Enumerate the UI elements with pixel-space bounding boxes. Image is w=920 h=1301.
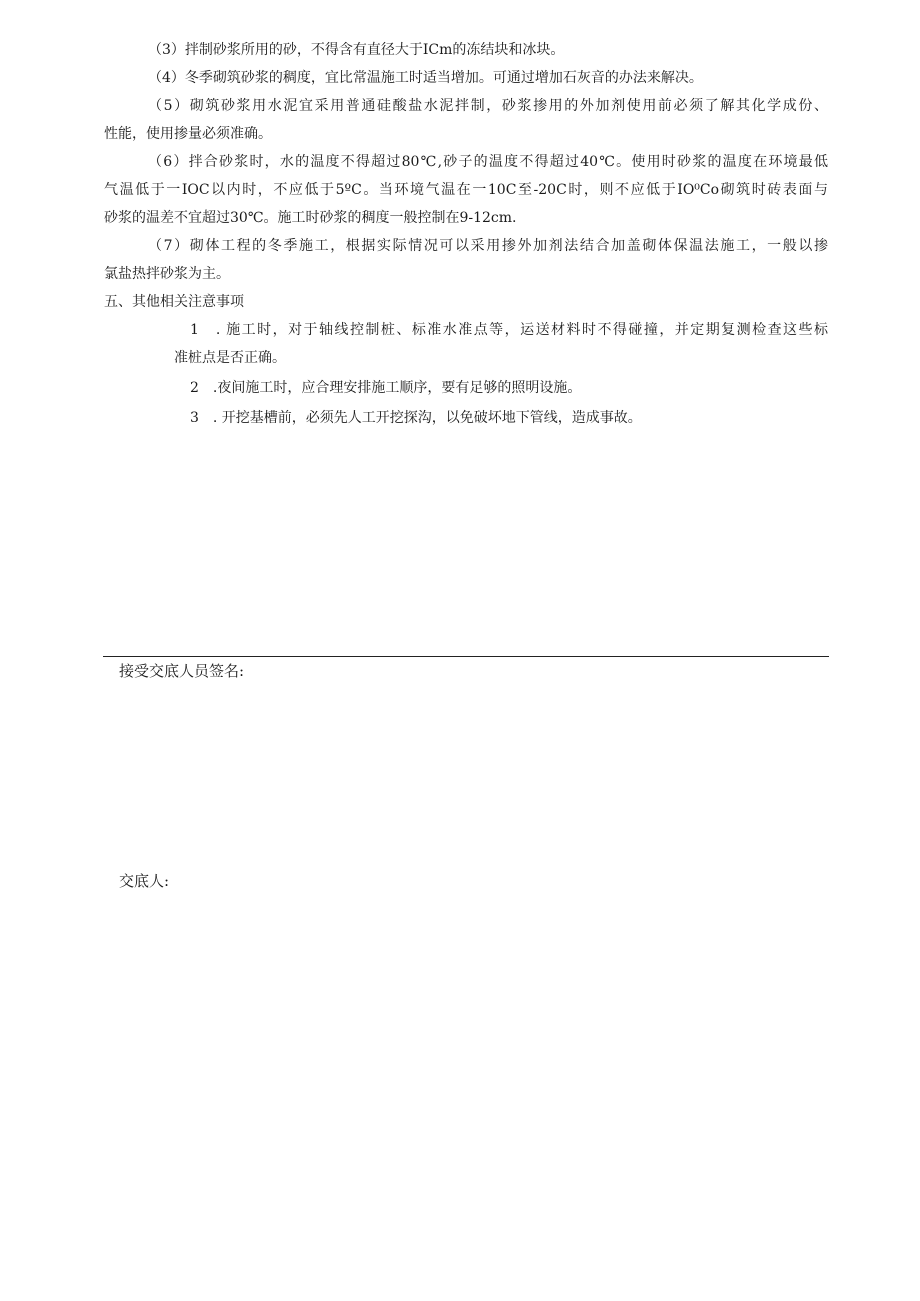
item-6-line-2: 气温低于一IOC以内时，不应低于5ºC。当环境气温在一10C至-20C时，则不应低于IO⁰Co砌筑时砖表面与	[104, 182, 828, 198]
item-7-line-1: （7）砌体工程的冬季施工，根据实际情况可以采用掺外加剂法结合加盖砌体保温法施工，一般以掺	[148, 238, 828, 254]
item-6-line-1: （6）拌合砂浆时，水的温度不得超过80℃,砂子的温度不得超过40℃。使用时砂浆的温度在环境最低	[148, 154, 828, 170]
note-2: 2 .夜间施工时，应合理安排施工顺序，要有足够的照明设施。	[190, 380, 582, 396]
item-7-line-2: 氯盐热拌砂浆为主。	[104, 266, 230, 282]
note-1-line-1: 1 . 施工时，对于轴线控制桩、标准水准点等，运送材料时不得碰撞，并定期复测检查这些标	[190, 322, 828, 338]
note-1-line-2: 准桩点是否正确。	[174, 350, 286, 366]
receiver-signature-label: 接受交底人员签名:	[119, 662, 245, 680]
note-3: 3 . 开挖基槽前，必须先人工开挖探沟，以免破坏地下管线，造成事故。	[190, 410, 642, 426]
signature-divider	[103, 656, 829, 657]
item-5-line-2: 性能，使用掺量必须准确。	[104, 126, 272, 142]
item-4: （4）冬季砌筑砂浆的稠度，宜比常温施工时适当增加。可通过增加石灰音的办法来解决。	[148, 70, 703, 86]
section-5-heading: 五、其他相关注意事项	[104, 294, 244, 310]
item-6-line-3: 砂浆的温差不宜超过30℃。施工时砂浆的稠度一般控制在9-12cm.	[104, 210, 517, 226]
item-5-line-1: （5）砌筑砂浆用水泥宜采用普通硅酸盐水泥拌制，砂浆掺用的外加剂使用前必须了解其化学成份、	[148, 98, 828, 114]
issuer-signature-label: 交底人:	[119, 872, 170, 890]
item-3: （3）拌制砂浆所用的砂，不得含有直径大于ICm的冻结块和冰块。	[148, 42, 565, 58]
